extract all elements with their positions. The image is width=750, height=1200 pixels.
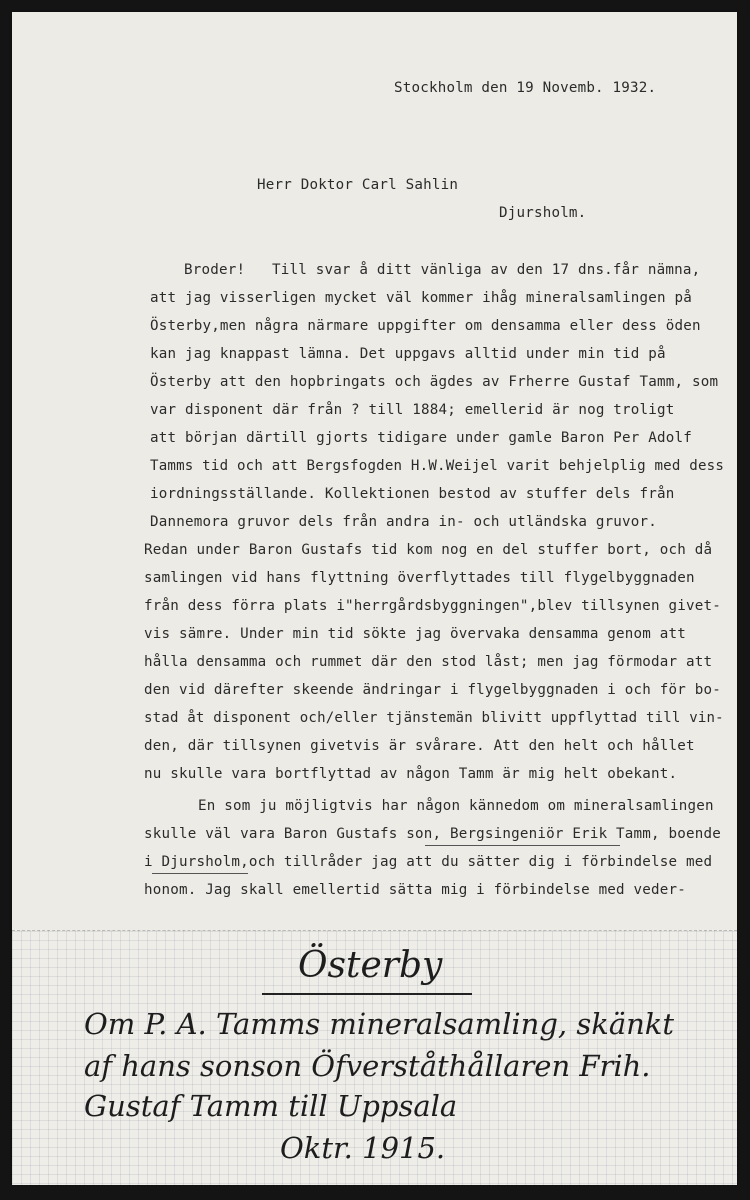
body-line: honom. Jag skall emellertid sätta mig i förbindelse med veder- [144,882,686,898]
body-line: den, där tillsynen givetvis är svårare. Att den helt och hållet [144,738,695,754]
body-line: Till svar å ditt vänliga av den 17 dns.får nämna, [272,262,701,278]
body-line: Tamms tid och att Bergsfogden H.W.Weijel varit behjelplig med dess [150,458,725,474]
body-line: Österby att den hopbringats och ägdes av Frherre Gustaf Tamm, som [150,374,719,390]
letter-sheet [12,12,737,1184]
handwritten-line: Gustaf Tamm till Uppsala [84,1089,458,1123]
graph-paper-note [12,930,737,1185]
body-line: Redan under Baron Gustafs tid kom nog en del stuffer bort, och då [144,542,713,558]
dateline: Stockholm den 19 Novemb. 1932. [394,80,657,96]
body-line: Dannemora gruvor dels från andra in- och utländska gruvor. [150,514,658,530]
body-line: i Djursholm,och tillråder jag att du sätter dig i förbindelse med [144,854,713,870]
handwritten-line: Om P. A. Tamms mineralsamling, skänkt [84,1007,675,1041]
body-line: att jag visserligen mycket väl kommer ihåg mineralsamlingen på [150,290,692,306]
body-line: den vid därefter skeende ändringar i flygelbyggnaden i och för bo- [144,682,721,698]
body-line: Österby,men några närmare uppgifter om densamma eller dess öden [150,318,701,334]
salutation: Broder! [184,262,246,278]
body-line: kan jag knappast lämna. Det uppgavs alltid under min tid på [150,346,666,362]
body-line: från dess förra plats i"herrgårdsbyggningen",blev tillsynen givet- [144,598,721,614]
body-line: nu skulle vara bortflyttad av någon Tamm är mig helt obekant. [144,766,678,782]
handwritten-line: af hans sonson Öfverståthållaren Frih. [84,1049,651,1083]
body-line: stad åt disponent och/eller tjänstemän blivitt uppflyttad till vin- [144,710,724,726]
body-line: vis sämre. Under min tid sökte jag övervaka densamma genom att [144,626,686,642]
body-line: hålla densamma och rummet där den stod låst; men jag förmodar att [144,654,713,670]
handwritten-title: Österby [298,945,443,986]
body-line: iordningsställande. Kollektionen bestod av stuffer dels från [150,486,675,502]
pencil-underline [425,845,620,846]
body-line: En som ju möjligtvis har någon kännedom om mineralsamlingen [198,798,714,814]
handwritten-line: Oktr. 1915. [280,1131,446,1165]
pencil-underline [152,873,248,874]
body-line: att början därtill gjorts tidigare under gamle Baron Per Adolf [150,430,692,446]
addressee-city: Djursholm. [499,205,587,221]
typed-letter [12,12,737,922]
addressee-name: Herr Doktor Carl Sahlin [257,177,459,193]
body-line: skulle väl vara Baron Gustafs son, Bergsingeniör Erik Tamm, boende [144,826,721,842]
body-line: var disponent där från ? till 1884; emellerid är nog troligt [150,402,675,418]
body-line: samlingen vid hans flyttning överflyttades till flygelbyggnaden [144,570,695,586]
title-underline [262,993,472,995]
